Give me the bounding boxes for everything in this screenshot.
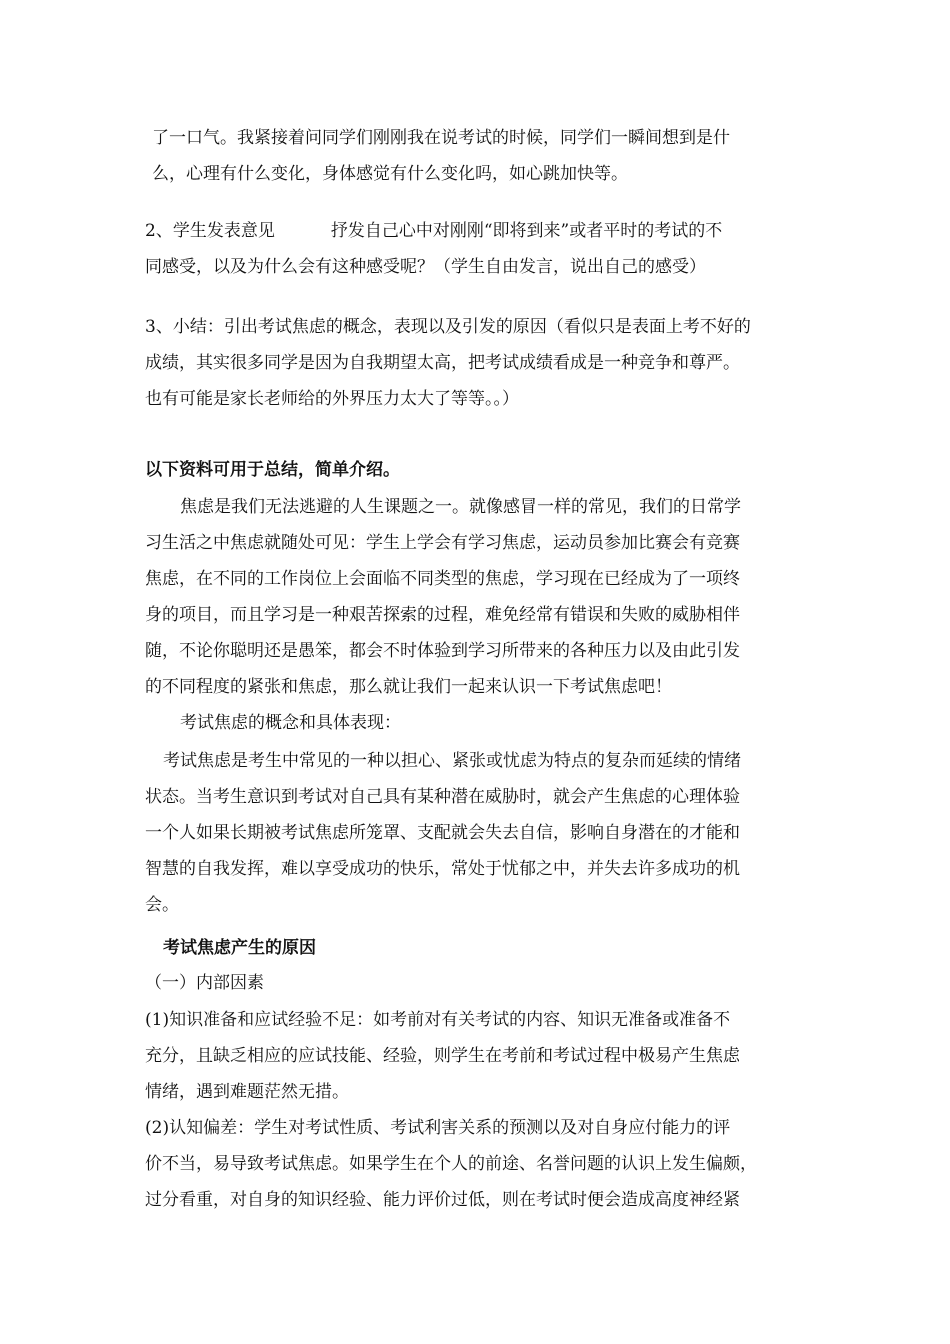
intro-line-2: 么，心理有什么变化，身体感觉有什么变化吗，如心跳加快等。 — [152, 164, 628, 184]
cause-2-line: (2)认知偏差：学生对考试性质、考试利害关系的预测以及对自身应付能力的评 — [145, 1118, 731, 1138]
paragraph-1-line: 焦虑是我们无法逃避的人生课题之一。就像感冒一样的常见，我们的日常学 — [180, 497, 741, 517]
step-2-text: 抒发自己心中对刚刚“即将到来”或者平时的考试的不 — [330, 221, 723, 241]
step-3-line-2: 成绩，其实很多同学是因为自我期望太高，把考试成绩看成是一种竞争和尊严。 — [145, 353, 740, 373]
step-2-line-2: 同感受，以及为什么会有这种感受呢？（学生自由发言，说出自己的感受） — [145, 257, 706, 277]
paragraph-2-line: 考试焦虑是考生中常见的一种以担心、紧张或忧虑为特点的复杂而延续的情绪 — [163, 751, 741, 771]
cause-1-line: 充分，且缺乏相应的应试技能、经验，则学生在考前和考试过程中极易产生焦虑 — [145, 1046, 740, 1066]
cause-2-line: 价不当，易导致考试焦虑。如果学生在个人的前途、名誉问题的认识上发生偏颇， — [145, 1154, 757, 1174]
paragraph-1-line: 随，不论你聪明还是愚笨，都会不时体验到学习所带来的各种压力以及由此引发 — [145, 641, 740, 661]
paragraph-2-line: 会。 — [145, 895, 179, 915]
step-2-label: 2、学生发表意见 — [145, 221, 275, 241]
step-2-line-1 — [145, 220, 722, 242]
step-3-line-3: 也有可能是家长老师给的外界压力太大了等等。。） — [145, 389, 519, 409]
paragraph-1-line: 习生活之中焦虑就随处可见：学生上学会有学习焦虑，运动员参加比赛会有竞赛 — [145, 533, 740, 553]
paragraph-2-line: 智慧的自我发挥，难以享受成功的快乐，常处于忧郁之中，并失去许多成功的机 — [145, 859, 740, 879]
paragraph-1-line: 焦虑，在不同的工作岗位上会面临不同类型的焦虑，学习现在已经成为了一项终 — [145, 569, 740, 589]
concept-title: 考试焦虑的概念和具体表现： — [180, 713, 401, 733]
material-heading: 以下资料可用于总结，简单介绍。 — [145, 460, 400, 480]
paragraph-2-line: 一个人如果长期被考试焦虑所笼罩、支配就会失去自信，影响自身潜在的才能和 — [145, 823, 740, 843]
step-3-line-1: 3、小结：引出考试焦虑的概念，表现以及引发的原因（看似只是表面上考不好的 — [145, 317, 751, 337]
causes-heading: 考试焦虑产生的原因 — [163, 938, 316, 958]
paragraph-2-line: 状态。当考生意识到考试对自己具有某种潜在威胁时，就会产生焦虑的心理体验 — [145, 787, 740, 807]
paragraph-1-line: 的不同程度的紧张和焦虑，那么就让我们一起来认识一下考试焦虑吧！ — [145, 677, 672, 697]
intro-line-1: 了一口气。我紧接着问同学们刚刚我在说考试的时候，同学们一瞬间想到是什 — [152, 128, 730, 148]
cause-1-line: (1)知识准备和应试经验不足：如考前对有关考试的内容、知识无准备或准备不 — [145, 1010, 731, 1030]
cause-2-line: 过分看重，对自身的知识经验、能力评价过低，则在考试时便会造成高度神经紧 — [145, 1190, 740, 1210]
paragraph-1-line: 身的项目，而且学习是一种艰苦探索的过程，难免经常有错误和失败的威胁相伴 — [145, 605, 740, 625]
cause-1-line: 情绪，遇到难题茫然无措。 — [145, 1082, 349, 1102]
internal-factors-heading: （一）内部因素 — [145, 973, 264, 993]
